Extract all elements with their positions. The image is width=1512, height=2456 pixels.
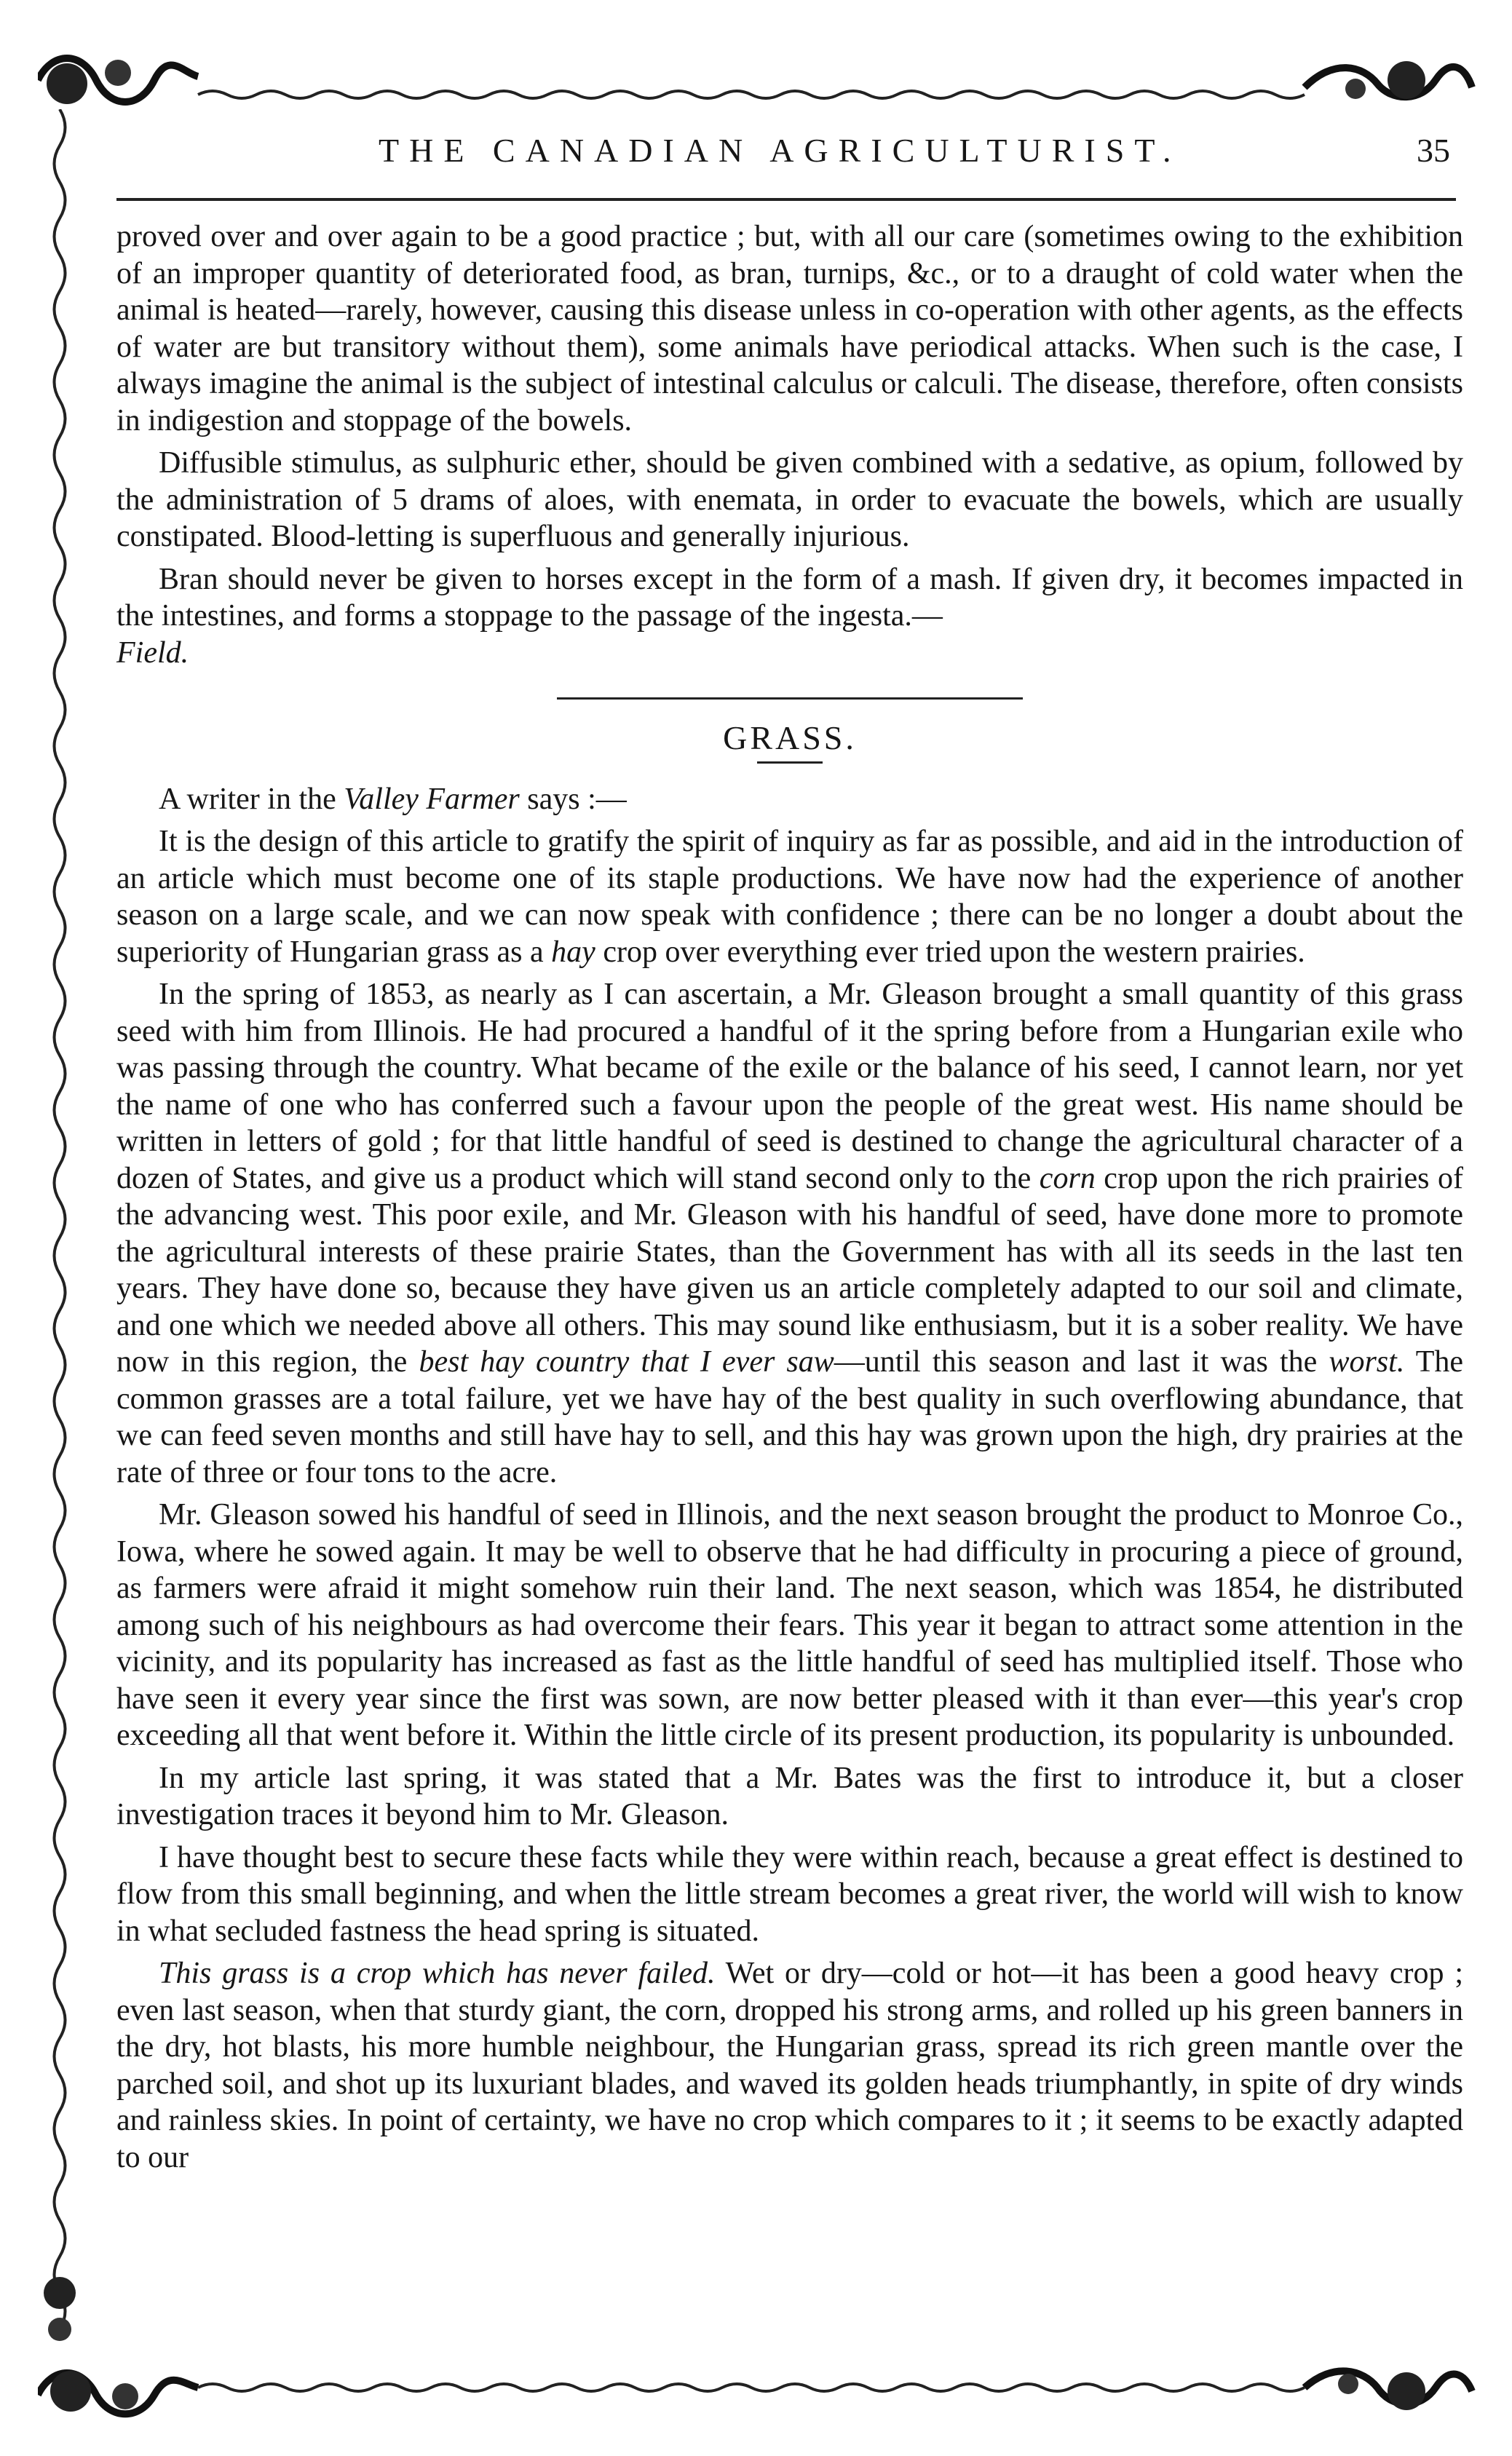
grass-p1-b: crop over everything ever tried upon the western prairies. bbox=[595, 935, 1305, 969]
grass-p2-b: crop upon the rich prairies of the advancing west. This poor exile, and Mr. Gleason with his handful of seed, have done more to promote the agricultural interests of these prairie States, than the Government has with all its seeds in the last ten years. They have done so, because they have given us an article completely adapted to our soil and climate, and one which we needed above all others. This may sound like enthusiasm, but it is a sober reality. We have now in this region, the bbox=[116, 1161, 1463, 1379]
article1-paragraph-3-text: Bran should never be given to horses except in the form of a mash. If given dry, it becomes impacted in the intestines, and forms a stoppage to the passage of the ingesta.— bbox=[116, 562, 1463, 633]
grass-p1-a: It is the design of this article to gratify the spirit of inquiry as far as possible, and aid in the introduction of an article which must become one of its staple productions. We have now had the experience of another season on a large scale, and we can now speak with confidence ; there can be no longer a doubt about the superiority of Hungarian grass as a bbox=[116, 825, 1463, 969]
grass-p2-italic-1: corn bbox=[1039, 1161, 1096, 1195]
header-rule bbox=[116, 198, 1456, 201]
grass-p1-italic: hay bbox=[551, 935, 595, 969]
grass-paragraph-3: Mr. Gleason sowed his handful of seed in Illinois, and the next season brought the product to Monroe Co., Iowa, where he sowed again. It may be well to observe that he had difficulty in procuring a piece of ground, as farmers were afraid it might somehow ruin their land. The next season, which was 1854, he distributed among such of his neighbours as had overcome their fears. This year it began to attract some attention in the vicinity, and its popularity has increased as fast as the little handful of seed has multiplied itself. Those who have seen it every year since the first was sown, are now better pleased with it than ever—this year's crop exceeding all that went before it. Within the little circle of its present production, its popularity is unbounded. bbox=[116, 1498, 1463, 1752]
article1-paragraph-1: proved over and over again to be a good practice ; but, with all our care (sometimes owing to the exhibition of an improper quantity of deteriorated food, as bran, turnips, &c., or to a draught of cold water when the animal is heated—rarely, however, causing this disease unless in co-operation with other agents, as the effects of water are but transitory without them), some animals have periodical attacks. When such is the case, I always imagine the animal is the subject of intestinal calculus or calculi. The disease, therefore, often consists in indigestion and stoppage of the bowels. bbox=[116, 220, 1463, 437]
grass-p2-c: —until this season and last it was the bbox=[834, 1345, 1329, 1379]
grass-intro-source: Valley Farmer bbox=[344, 782, 520, 816]
grass-p2-italic-3: worst. bbox=[1329, 1345, 1405, 1379]
ornamental-border-top bbox=[38, 44, 1476, 124]
article1-paragraph-3 bbox=[116, 561, 1463, 672]
grass-p2-italic-2: best hay country that I ever saw bbox=[419, 1345, 834, 1379]
ornamental-border-bottom bbox=[38, 2351, 1476, 2431]
title-underline bbox=[757, 761, 823, 764]
page-header bbox=[116, 131, 1471, 182]
running-title: THE CANADIAN AGRICULTURIST. bbox=[379, 132, 1182, 169]
grass-intro-a: A writer in the bbox=[159, 782, 344, 816]
grass-paragraph-1 bbox=[116, 823, 1463, 970]
grass-intro bbox=[116, 781, 1463, 818]
article1-attribution: Field. bbox=[116, 635, 189, 670]
grass-p6-italic: This grass is a crop which has never failed. bbox=[159, 1957, 716, 1990]
grass-paragraph-6 bbox=[116, 1955, 1463, 2176]
page-number: 35 bbox=[1417, 132, 1450, 169]
section-divider bbox=[557, 697, 1023, 700]
body-column bbox=[116, 218, 1463, 2182]
grass-p2-a: In the spring of 1853, as nearly as I can ascertain, a Mr. Gleason brought a small quantity of this grass seed with him from Illinois. He had procured a handful of it the spring before from a Hungarian exile who was passing through the country. What became of the exile or the balance of his seed, I cannot learn, nor yet the name of one who has conferred such a favour upon the people of the great west. His name should be written in letters of gold ; for that little handful of seed is destined to change the agricultural character of a dozen of States, and give us a product which will stand second only to the bbox=[116, 978, 1463, 1195]
section-title-grass: GRASS. bbox=[723, 719, 857, 756]
grass-p2-d: The common grasses are a total failure, yet we have hay of the best quality in such overflowing abundance, that we can feed seven months and still have hay to sell, and this hay was grown upon the high, dry prairies at the rate of three or four tons to the acre. bbox=[116, 1345, 1463, 1489]
grass-paragraph-5: I have thought best to secure these facts while they were within reach, because a great effect is destined to flow from this small beginning, and when the little stream becomes a great river, the world will wish to know in what secluded fastness the head spring is situated. bbox=[116, 1840, 1463, 1948]
article1-paragraph-2: Diffusible stimulus, as sulphuric ether, should be given combined with a sedative, as opium, followed by the administration of 5 drams of aloes, with enemata, in order to evacuate the bowels, which are usually constipated. Blood-letting is superfluous and generally injurious. bbox=[116, 446, 1463, 553]
grass-paragraph-2 bbox=[116, 976, 1463, 1491]
grass-paragraph-4: In my article last spring, it was stated that a Mr. Bates was the first to introduce it, but a closer investigation traces it beyond him to Mr. Gleason. bbox=[116, 1761, 1463, 1831]
grass-intro-b: says :— bbox=[519, 782, 627, 816]
ornamental-border-left bbox=[38, 109, 82, 2358]
grass-p6-a: Wet or dry—cold or hot—it has been a good heavy crop ; even last season, when that sturdy giant, the corn, dropped his strong arms, and rolled up his green banners in the dry, hot blasts, his more humble neighbour, the Hungarian grass, spread its rich green mantle over the parched soil, and shot up its luxuriant blades, and waved its golden heads triumphantly, in spite of dry winds and rainless skies. In point of certainty, we have no crop which compares to it ; it seems to be exactly adapted to our bbox=[116, 1957, 1464, 2174]
